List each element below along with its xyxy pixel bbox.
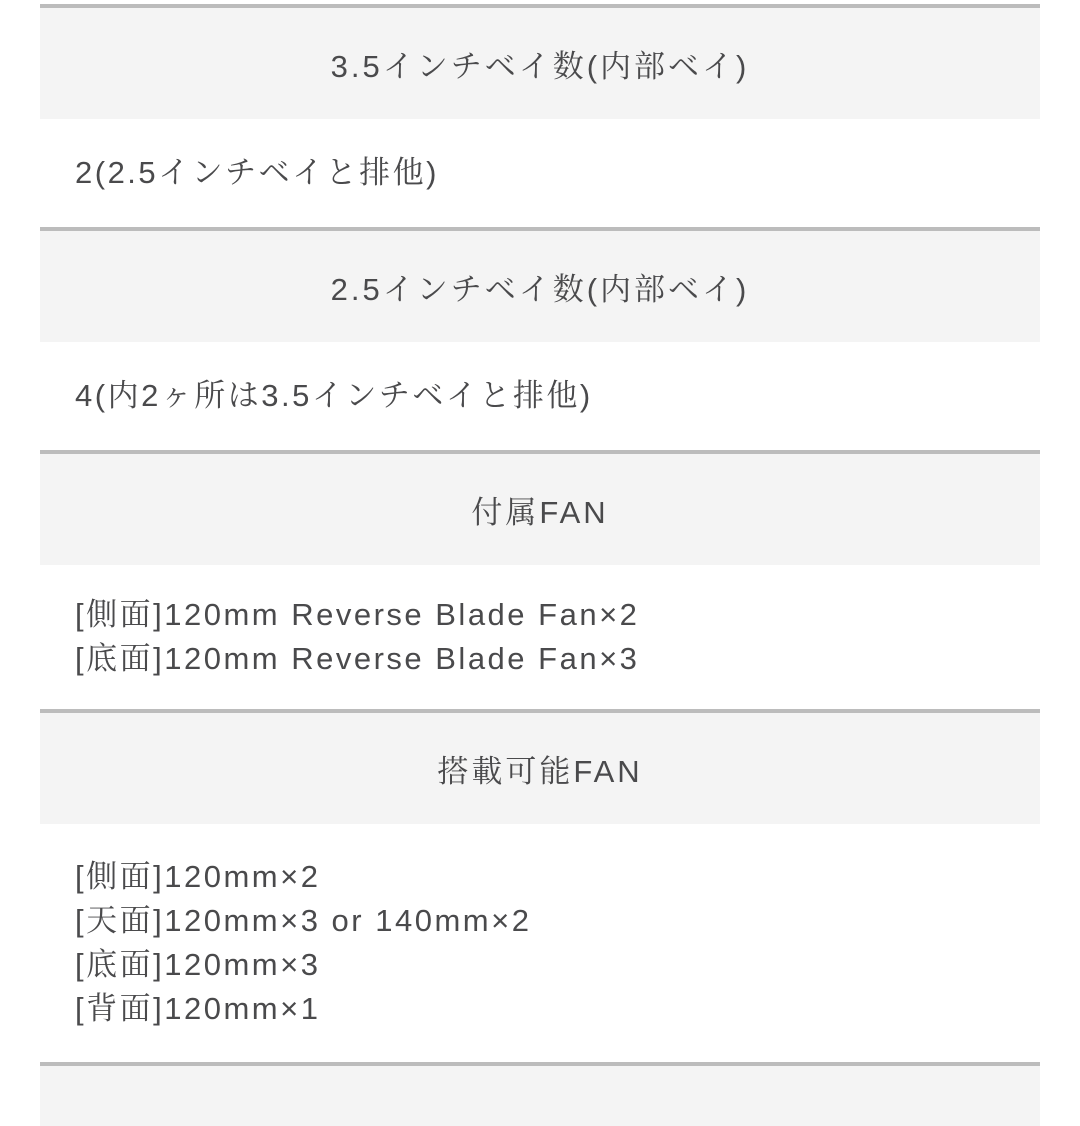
spec-section-2-5inch-bays bbox=[40, 227, 1040, 450]
spec-value-3-5inch-bay-count bbox=[40, 119, 1040, 227]
spec-header-included-fan: 付属FAN bbox=[40, 450, 1040, 565]
spec-value-included-fan bbox=[40, 565, 1040, 709]
spec-value-line: [側面]120mm×2 bbox=[75, 859, 321, 894]
spec-value-line: [側面]120mm Reverse Blade Fan×2 bbox=[75, 597, 640, 632]
spec-header-3-5inch-bay-count: 3.5インチベイ数(内部ベイ) bbox=[40, 4, 1040, 119]
spec-header-next-section-clipped bbox=[40, 1062, 1040, 1126]
spec-value-line: [底面]120mm×3 bbox=[75, 947, 321, 982]
spec-value-line: 2(2.5インチベイと排他) bbox=[75, 155, 439, 190]
spec-section-3-5inch-bays bbox=[40, 4, 1040, 227]
spec-value-line: 4(内2ヶ所は3.5インチベイと排他) bbox=[75, 378, 593, 413]
spec-value-line: [天面]120mm×3 or 140mm×2 bbox=[75, 903, 532, 938]
spec-value-line: [背面]120mm×1 bbox=[75, 991, 321, 1026]
spec-header-mountable-fan: 搭載可能FAN bbox=[40, 709, 1040, 824]
spec-value-mountable-fan bbox=[40, 824, 1040, 1062]
spec-header-2-5inch-bay-count: 2.5インチベイ数(内部ベイ) bbox=[40, 227, 1040, 342]
spec-section-included-fans bbox=[40, 450, 1040, 709]
spec-section-mountable-fans bbox=[40, 709, 1040, 1062]
spec-table bbox=[40, 4, 1040, 1126]
spec-value-2-5inch-bay-count bbox=[40, 342, 1040, 450]
spec-value-line: [底面]120mm Reverse Blade Fan×3 bbox=[75, 641, 640, 676]
